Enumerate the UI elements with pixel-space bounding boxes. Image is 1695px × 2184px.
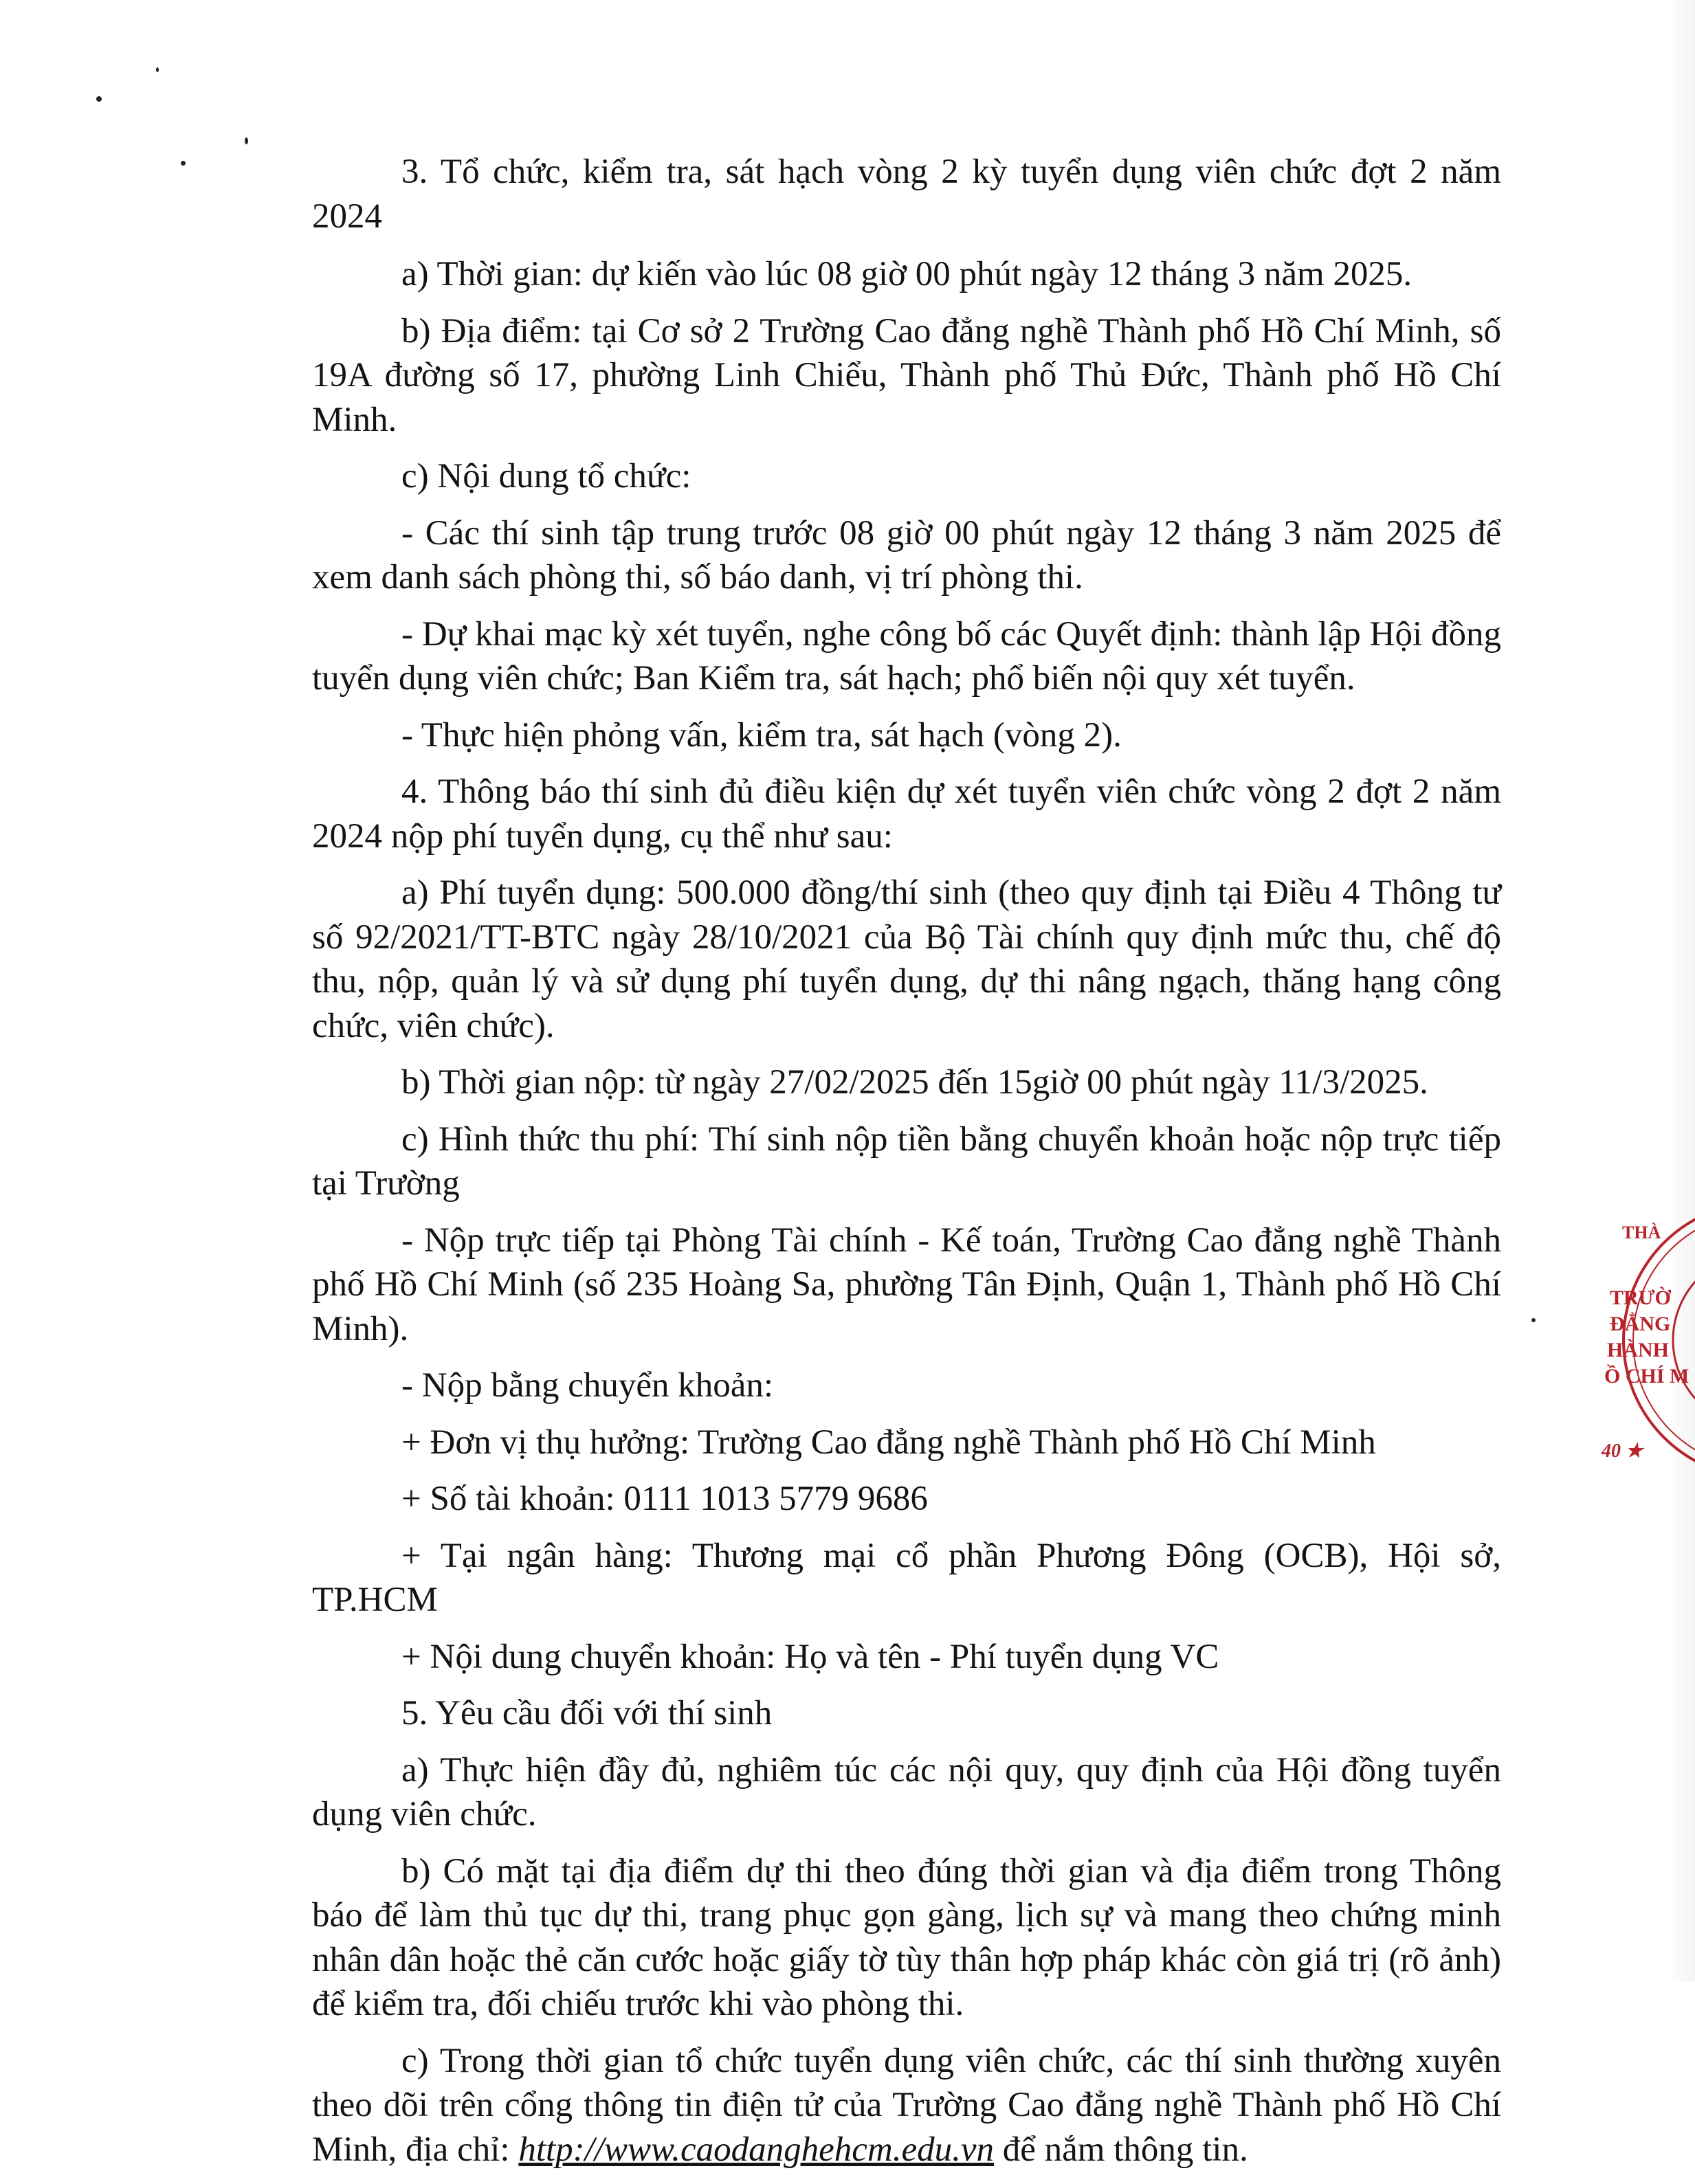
section-4-payment-time: b) Thời gian nộp: từ ngày 27/02/2025 đến 15giờ 00 phút ngày 11/3/2025. bbox=[401, 1063, 1428, 1102]
scan-speck bbox=[245, 137, 248, 144]
website-link[interactable]: http://www.caodanghehcm.edu.vn bbox=[518, 2130, 994, 2169]
scan-speck bbox=[1531, 1318, 1536, 1322]
section-3-item-opening: - Dự khai mạc kỳ xét tuyển, nghe công bố các Quyết định: thành lập Hội đồng tuyển dụng viên chức; Ban Kiểm tra, sát hạch; phổ biến nội quy xét tuyển. bbox=[312, 614, 1501, 698]
seal-text-3: ĐẲNG bbox=[1610, 1313, 1671, 1335]
rule-c-suffix: để nắm thông tin. bbox=[994, 2130, 1248, 2169]
section-4-fee: a) Phí tuyển dụng: 500.000 đồng/thí sinh (theo quy định tại Điều 4 Thông tư số 92/2021/TT-BTC ngày 28/10/2021 của Bộ Tài chính quy định mức thu, chế độ thu, nộp, quản lý và sử dụng phí tuyển dụng, dự thi nâng ngạch, thăng hạng công chức, viên chức). bbox=[312, 873, 1501, 1045]
scan-speck bbox=[181, 161, 186, 166]
bank-name: + Tại ngân hàng: Thương mại cổ phần Phương Đông (OCB), Hội sở, TP.HCM bbox=[312, 1536, 1501, 1619]
section-5-rule-a: a) Thực hiện đầy đủ, nghiêm túc các nội quy, quy định của Hội đồng tuyển dụng viên chức. bbox=[312, 1750, 1501, 1834]
section-5-rule-b: b) Có mặt tại địa điểm dự thi theo đúng thời gian và địa điểm trong Thông báo để làm thủ tục dự thi, trang phục gọn gàng, lịch sự và mang theo chứng minh nhân dân hoặc thẻ căn cước hoặc giấy tờ tùy thân hợp pháp khác còn giá trị (rõ ảnh) để kiểm tra, đối chiếu trước khi vào phòng thi. bbox=[312, 1851, 1501, 2023]
section-3-location: b) Địa điểm: tại Cơ sở 2 Trường Cao đẳng nghề Thành phố Hồ Chí Minh, số 19A đường số 17, phường Linh Chiểu, Thành phố Thủ Đức, Thành phố Hồ Chí Minh. bbox=[312, 311, 1501, 439]
rule-c-text: c) Trong thời gian tổ chức tuyển dụng viên chức, các thí sinh thường xuyên theo dõi trên cổng thông tin điện tử của Trường Cao đẳng nghề Thành phố Hồ Chí Minh, địa chỉ: bbox=[312, 2041, 1501, 2169]
scan-edge bbox=[1668, 0, 1695, 1982]
bank-account-number: + Số tài khoản: 0111 1013 5779 9686 bbox=[401, 1480, 928, 1518]
section-3-item-interview: - Thực hiện phỏng vấn, kiểm tra, sát hạch (vòng 2). bbox=[401, 715, 1122, 755]
bank-beneficiary: + Đơn vị thụ hưởng: Trường Cao đẳng nghề Thành phố Hồ Chí Minh bbox=[401, 1423, 1376, 1462]
official-seal bbox=[1589, 1196, 1695, 1484]
section-3-content-heading: c) Nội dung tổ chức: bbox=[401, 457, 691, 495]
section-5-heading: 5. Yêu cầu đối với thí sinh bbox=[401, 1694, 773, 1732]
section-4-pay-in-person: - Nộp trực tiếp tại Phòng Tài chính - Kế toán, Trường Cao đẳng nghề Thành phố Hồ Chí Minh (số 235 Hoàng Sa, phường Tân Định, Quận 1, Thành phố Hồ Chí Minh). bbox=[312, 1221, 1501, 1348]
section-5-rule-c bbox=[312, 2039, 1501, 2172]
scan-speck bbox=[156, 67, 159, 72]
document-body bbox=[312, 150, 1501, 2184]
transfer-content: + Nội dung chuyển khoản: Họ và tên - Phí tuyển dụng VC bbox=[401, 1637, 1219, 1676]
section-3-item-gather: - Các thí sinh tập trung trước 08 giờ 00 phút ngày 12 tháng 3 năm 2025 để xem danh sách phòng thi, số báo danh, vị trí phòng thi. bbox=[312, 513, 1501, 597]
section-4-payment-method: c) Hình thức thu phí: Thí sinh nộp tiền bằng chuyển khoản hoặc nộp trực tiếp tại Trường bbox=[312, 1119, 1501, 1203]
section-3-time: a) Thời gian: dự kiến vào lúc 08 giờ 00 phút ngày 12 tháng 3 năm 2025. bbox=[401, 255, 1412, 293]
section-3-heading: 3. Tổ chức, kiểm tra, sát hạch vòng 2 kỳ tuyển dụng viên chức đợt 2 năm 2024 bbox=[312, 153, 1501, 236]
seal-text-1: THÀ bbox=[1622, 1223, 1661, 1243]
seal-graphic bbox=[1589, 1196, 1695, 1484]
seal-text-4: HÀNH bbox=[1607, 1339, 1669, 1361]
seal-text-5: Ồ CHÍ M bbox=[1604, 1365, 1690, 1388]
section-4-heading: 4. Thông báo thí sinh đủ điều kiện dự xét tuyển viên chức vòng 2 đợt 2 năm 2024 nộp phí tuyển dụng, cụ thể như sau: bbox=[312, 772, 1501, 856]
section-4-pay-transfer: - Nộp bằng chuyển khoản: bbox=[401, 1366, 774, 1405]
scan-speck bbox=[96, 96, 102, 102]
seal-text-2: TRƯỜ bbox=[1610, 1286, 1671, 1309]
seal-text-6: 40 ★ bbox=[1602, 1440, 1643, 1462]
